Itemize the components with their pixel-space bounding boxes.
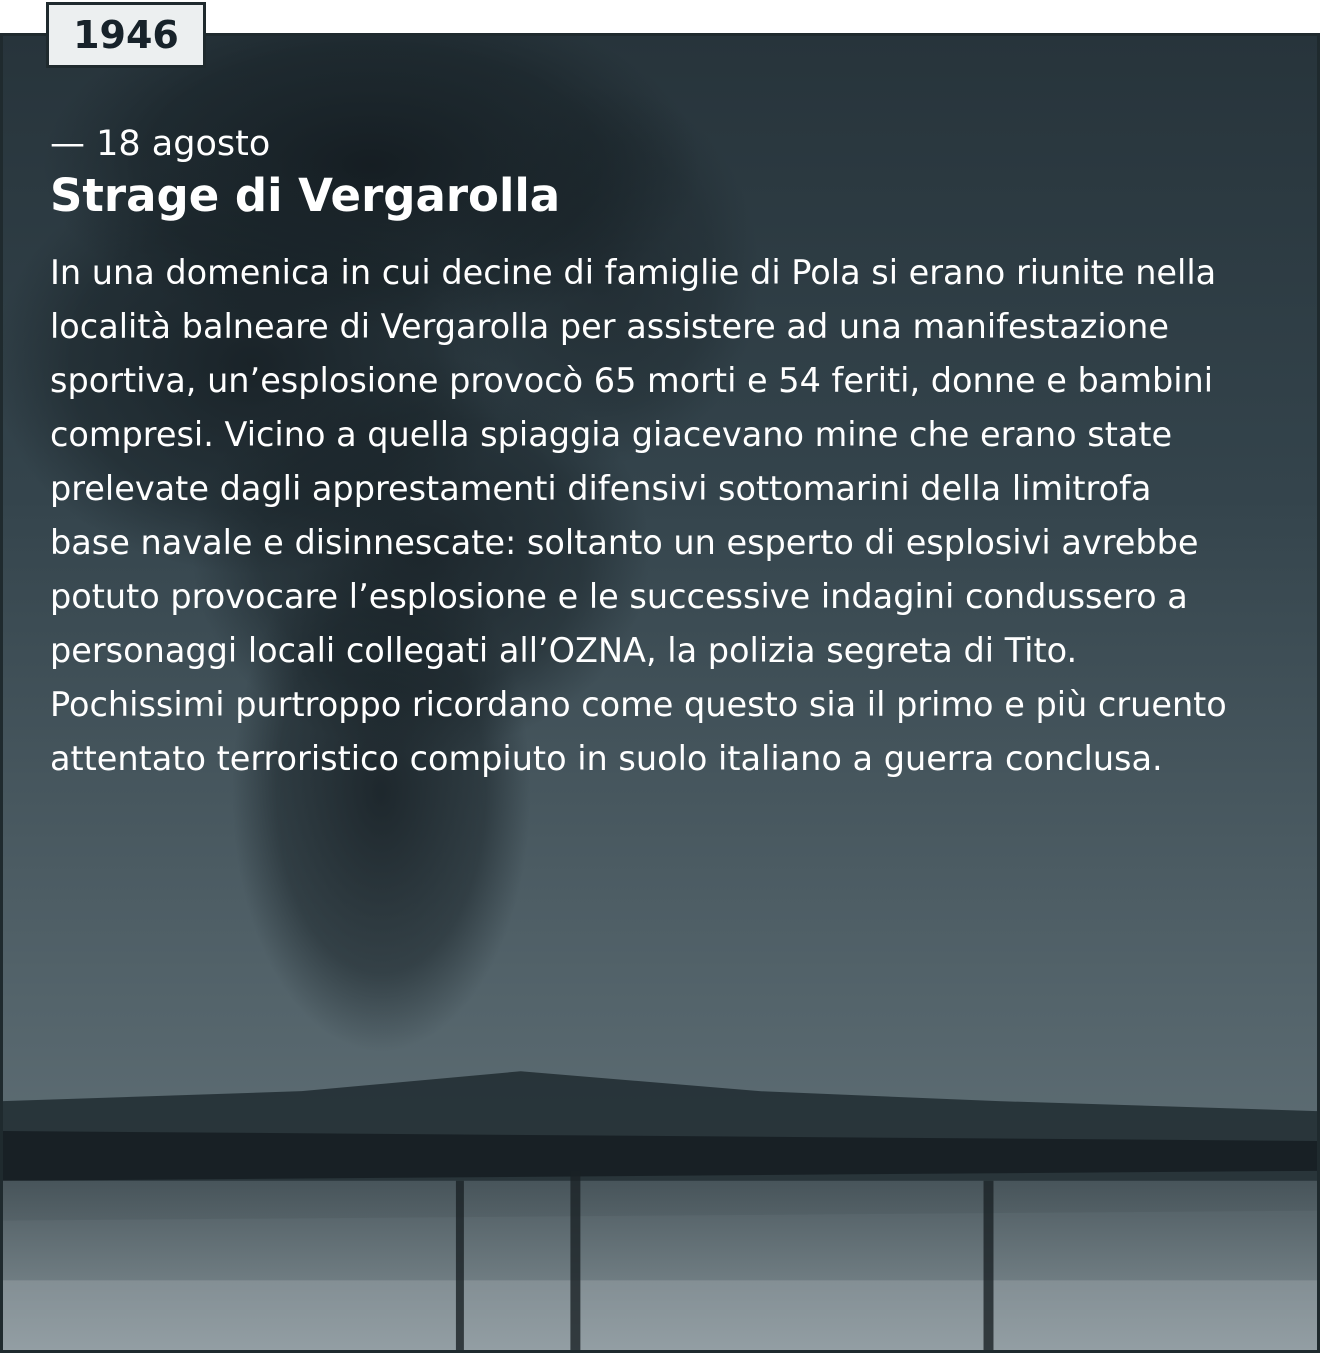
event-title: Strage di Vergarolla — [50, 169, 561, 222]
event-date: — 18 agosto — [50, 124, 271, 164]
year-badge: 1946 — [46, 2, 206, 68]
history-card — [0, 33, 1320, 1353]
article-content — [50, 122, 1250, 786]
event-description: In una domenica in cui decine di famiglie di Pola si erano riunite nella località balneare di Vergarolla per assistere ad una manifestazione sportiva, un’esplosione provocò 65 morti e 54 feriti, donne e bambini compresi. Vicino a quella spiaggia giacevano mine che erano state prelevate dagli apprestamenti difensivi sottomarini della limitrofa base navale e disinnescate: soltanto un esperto di esplosivi avrebbe potuto provocare l’esplosione e le successive indagini condussero a personaggi locali collegati all’OZNA, la polizia segreta di Tito. Pochissimi purtroppo ricordano come questo sia il primo e più cruento attentato terroristico compiuto in suolo italiano a guerra conclusa. — [50, 253, 1227, 778]
